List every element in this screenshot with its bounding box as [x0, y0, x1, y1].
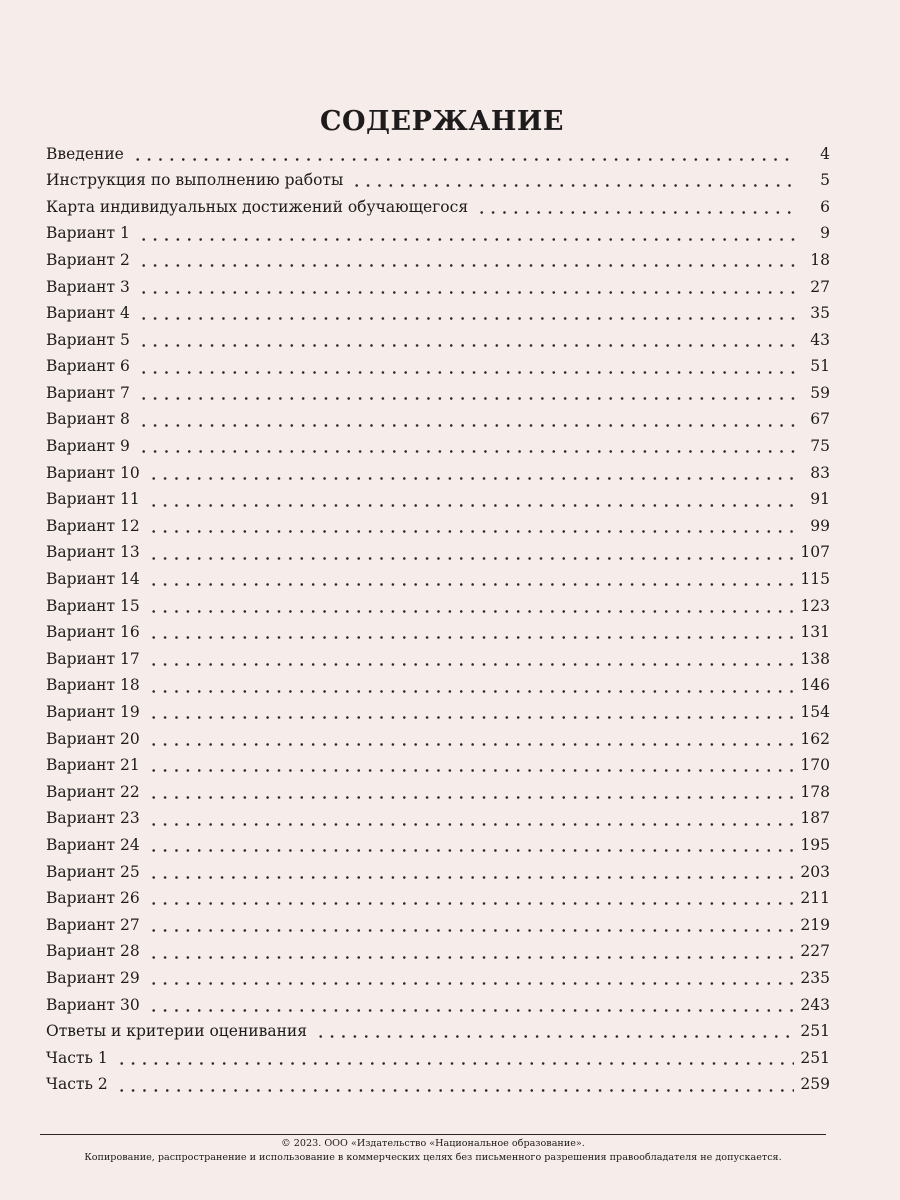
toc-entry: [46, 620, 830, 647]
toc-entry-page-number: 187: [800, 809, 830, 828]
toc-entry: [46, 487, 830, 514]
toc-entry-page-number: 138: [800, 649, 830, 668]
toc-entry-page-number: 243: [800, 995, 830, 1014]
toc-entry: [46, 726, 830, 753]
toc-entry: [46, 832, 830, 859]
toc-entry-page-number: 178: [800, 782, 830, 801]
toc-dot-leader: [146, 690, 795, 693]
toc-dot-leader: [146, 743, 795, 746]
toc-entry-label: Вариант 8: [46, 410, 130, 429]
toc-dot-leader: [146, 876, 795, 879]
toc-entry-page-number: 219: [800, 915, 830, 934]
toc-dot-leader: [146, 557, 795, 560]
toc-entry: [46, 646, 830, 673]
toc-entry-label: Вариант 4: [46, 304, 130, 323]
toc-entry-page-number: 251: [800, 1022, 830, 1041]
toc-entry: [46, 460, 830, 487]
toc-dot-leader: [146, 823, 795, 826]
toc-entry-page-number: 5: [820, 171, 830, 190]
toc-dot-leader: [114, 1089, 795, 1092]
toc-entry-page-number: 235: [800, 968, 830, 987]
toc-entry: [46, 939, 830, 966]
toc-entry-page-number: 195: [800, 835, 830, 854]
toc-entry: [46, 540, 830, 567]
toc-entry-page-number: 67: [810, 410, 830, 429]
toc-entry-label: Вариант 7: [46, 383, 130, 402]
toc-entry-label: Вариант 6: [46, 357, 130, 376]
page-title: СОДЕРЖАНИЕ: [320, 106, 564, 137]
toc-entry: [46, 1019, 830, 1046]
toc-entry-label: Вариант 19: [46, 703, 140, 722]
toc-entry: [46, 753, 830, 780]
toc-entry-label: Вариант 21: [46, 756, 140, 775]
toc-dot-leader: [146, 636, 795, 639]
toc-dot-leader: [146, 530, 796, 533]
toc-entry-label: Ответы и критерии оценивания: [46, 1022, 308, 1041]
toc-entry-page-number: 203: [800, 862, 830, 881]
toc-entry-page-number: 4: [820, 144, 830, 163]
toc-entry: [46, 886, 830, 913]
toc-entry-page-number: 83: [810, 463, 830, 482]
toc-dot-leader: [146, 610, 795, 613]
toc-entry-page-number: 146: [800, 676, 830, 695]
toc-dot-leader: [146, 583, 795, 586]
toc-entry-label: Вариант 22: [46, 782, 140, 801]
toc-entry-label: Вариант 25: [46, 862, 140, 881]
toc-entry-page-number: 211: [800, 889, 830, 908]
toc-entry: [46, 434, 830, 461]
toc-dot-leader: [146, 902, 795, 905]
toc-entry: [46, 354, 830, 381]
toc-entry-label: Вариант 20: [46, 729, 140, 748]
toc-entry-page-number: 131: [800, 623, 830, 642]
toc-dot-leader: [136, 344, 796, 347]
toc-dot-leader: [136, 424, 796, 427]
toc-entry-label: Карта индивидуальных достижений обучающегося: [46, 197, 469, 216]
toc-entry: [46, 992, 830, 1019]
toc-dot-leader: [146, 769, 795, 772]
toc-entry-page-number: 9: [820, 224, 830, 243]
toc-entry-label: Вариант 1: [46, 224, 130, 243]
toc-entry-label: Часть 1: [46, 1048, 108, 1067]
toc-dot-leader: [146, 929, 795, 932]
toc-entry-page-number: 51: [810, 357, 830, 376]
toc-entry-page-number: 99: [810, 516, 830, 535]
toc-dot-leader: [130, 158, 796, 161]
toc-entry: [46, 806, 830, 833]
toc-entry: [46, 194, 830, 221]
toc-entry: [46, 168, 830, 195]
toc-dot-leader: [146, 1009, 795, 1012]
toc-entry-label: Вариант 14: [46, 570, 140, 589]
toc-dot-leader: [349, 184, 796, 187]
toc-dot-leader: [136, 238, 796, 241]
toc-entry-label: Вариант 17: [46, 649, 140, 668]
toc-dot-leader: [136, 317, 796, 320]
toc-dot-leader: [313, 1035, 794, 1038]
toc-entry-page-number: 154: [800, 703, 830, 722]
toc-entry-page-number: 251: [800, 1048, 830, 1067]
toc-entry-label: Часть 2: [46, 1075, 108, 1094]
toc-dot-leader: [146, 849, 795, 852]
toc-entry-page-number: 123: [800, 596, 830, 615]
toc-entry: [46, 859, 830, 886]
toc-entry-label: Вариант 10: [46, 463, 140, 482]
table-of-contents: [46, 141, 830, 1098]
toc-entry-page-number: 227: [800, 942, 830, 961]
toc-entry: [46, 513, 830, 540]
toc-entry-label: Вариант 9: [46, 437, 130, 456]
toc-entry: [46, 301, 830, 328]
toc-entry: [46, 567, 830, 594]
toc-entry-label: Вариант 27: [46, 915, 140, 934]
toc-entry-page-number: 115: [800, 570, 830, 589]
toc-entry-label: Вариант 26: [46, 889, 140, 908]
toc-entry: [46, 247, 830, 274]
toc-entry-label: Вариант 29: [46, 968, 140, 987]
toc-entry: [46, 221, 830, 248]
toc-entry-label: Вариант 28: [46, 942, 140, 961]
toc-entry-page-number: 75: [810, 437, 830, 456]
toc-entry-page-number: 6: [820, 197, 830, 216]
toc-entry-page-number: 162: [800, 729, 830, 748]
toc-entry: [46, 673, 830, 700]
toc-entry: [46, 699, 830, 726]
toc-entry-page-number: 91: [810, 490, 830, 509]
toc-entry-page-number: 107: [800, 543, 830, 562]
toc-entry-page-number: 43: [810, 330, 830, 349]
toc-entry: [46, 141, 830, 168]
toc-entry-page-number: 35: [810, 304, 830, 323]
toc-entry-label: Инструкция по выполнению работы: [46, 171, 344, 190]
toc-dot-leader: [136, 291, 796, 294]
toc-dot-leader: [146, 663, 795, 666]
toc-entry-label: Введение: [46, 144, 124, 163]
toc-dot-leader: [474, 211, 796, 214]
toc-dot-leader: [146, 982, 795, 985]
toc-dot-leader: [136, 264, 796, 267]
toc-entry-label: Вариант 24: [46, 835, 140, 854]
toc-entry: [46, 274, 830, 301]
toc-entry-label: Вариант 11: [46, 490, 140, 509]
toc-dot-leader: [146, 477, 796, 480]
toc-dot-leader: [114, 1062, 795, 1065]
toc-dot-leader: [146, 504, 796, 507]
toc-dot-leader: [136, 450, 796, 453]
toc-entry: [46, 912, 830, 939]
toc-dot-leader: [146, 716, 795, 719]
toc-entry: [46, 779, 830, 806]
toc-entry-label: Вариант 2: [46, 250, 130, 269]
toc-entry: [46, 1072, 830, 1099]
toc-entry-page-number: 59: [810, 383, 830, 402]
toc-dot-leader: [146, 956, 795, 959]
toc-entry-label: Вариант 16: [46, 623, 140, 642]
toc-entry-label: Вариант 18: [46, 676, 140, 695]
footer-copyright: © 2023. ООО «Издательство «Национальное образование».: [281, 1138, 585, 1149]
toc-dot-leader: [146, 796, 795, 799]
footer-notice: Копирование, распространение и использование в коммерческих целях без письменного разрешения правообладателя не допускается.: [84, 1152, 782, 1163]
toc-entry-label: Вариант 13: [46, 543, 140, 562]
toc-entry-label: Вариант 30: [46, 995, 140, 1014]
toc-entry-page-number: 27: [810, 277, 830, 296]
toc-entry-label: Вариант 5: [46, 330, 130, 349]
toc-entry-label: Вариант 12: [46, 516, 140, 535]
toc-entry-page-number: 18: [810, 250, 830, 269]
toc-dot-leader: [136, 397, 796, 400]
toc-dot-leader: [136, 371, 796, 374]
toc-entry: [46, 593, 830, 620]
toc-entry: [46, 1045, 830, 1072]
toc-entry: [46, 380, 830, 407]
toc-entry-page-number: 170: [800, 756, 830, 775]
toc-entry: [46, 965, 830, 992]
toc-entry-label: Вариант 3: [46, 277, 130, 296]
toc-entry-label: Вариант 23: [46, 809, 140, 828]
toc-entry: [46, 327, 830, 354]
toc-entry-page-number: 259: [800, 1075, 830, 1094]
toc-entry: [46, 407, 830, 434]
footer-divider: [40, 1134, 826, 1135]
toc-entry-label: Вариант 15: [46, 596, 140, 615]
